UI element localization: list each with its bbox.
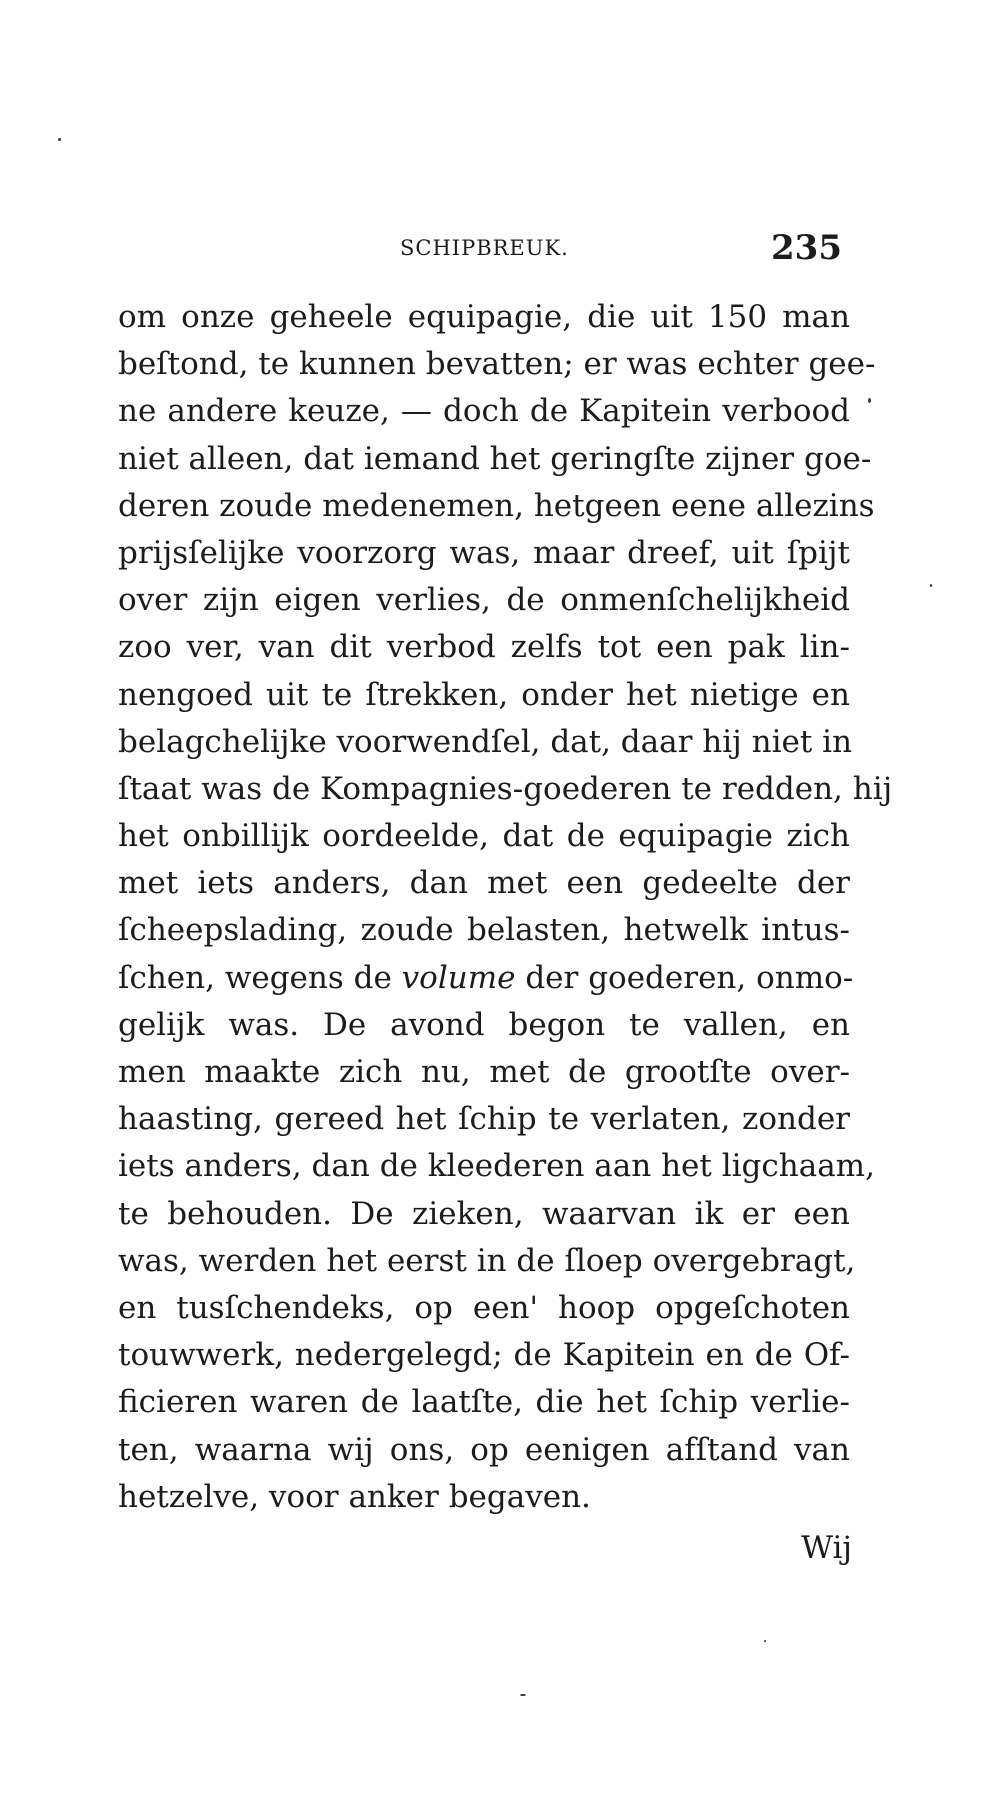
print-speck [58,138,61,141]
text-line: deren zoude medenemen, hetgeen eene allezins [118,487,875,524]
text-line: ne andere keuze, — doch de Kapitein verbood [118,393,850,430]
text-line: om onze geheele equipagie, die uit 150 man [118,299,850,335]
text-line: over zijn eigen verlies, de onmenſchelijkheid [118,582,850,619]
text-line: met iets anders, dan met een gedeelte der [118,865,850,902]
text-line: nengoed uit te ſtrekken, onder het nietige en [118,676,850,713]
running-title: SCHIPBREUK. [400,236,569,260]
text-line: ficieren waren de laatſte, die het ſchip verlie- [118,1384,850,1421]
body-text [118,294,893,1521]
print-speck [764,1640,766,1642]
text-line: gelijk was. De avond begon te vallen, en [118,1006,850,1043]
text-line: beſtond, te kunnen bevatten; er was echter gee- [118,346,876,383]
text-line: het onbillijk oordeelde, dat de equipagie zich [118,818,850,855]
text-line: was, werden het eerst in de ſloep overgebragt, [118,1242,856,1279]
text-line: prijsſelijke voorzorg was, maar dreef, uit ſpijt [118,534,850,571]
text-line: te behouden. De zieken, waarvan ik er een [118,1195,850,1232]
text-line: ten, waarna wij ons, op eenigen afſtand van [118,1431,850,1468]
print-speck [930,584,932,587]
text-line: ſchen, wegens de volume der goederen, onmo- [118,959,854,996]
text-line: en tusſchendeks, op een' hoop opgeſchoten [118,1289,850,1326]
text-line: touwwerk, nedergelegd; de Kapitein en de Of- [118,1337,850,1374]
page-number: 235 [771,228,842,268]
text-line: belagchelijke voorwendſel, dat, daar hij niet in [118,723,853,760]
text-line: zoo ver, van dit verbod zelfs tot een pak lin- [118,629,850,666]
text-line: iets anders, dan de kleederen aan het ligchaam, [118,1148,875,1185]
text-line: men maakte zich nu, met de grootſte over- [118,1054,850,1090]
running-head [118,228,850,272]
text-line: niet alleen, dat iemand het geringſte zijner goe- [118,440,872,477]
catchword: Wij [801,1530,852,1566]
text-line: ſtaat was de Kompagnies-goederen te redden, hij [118,770,893,807]
text-line: haasting, gereed het ſchip te verlaten, zonder [118,1101,850,1138]
text-line: ſcheepslading, zoude belasten, hetwelk intus- [118,912,850,949]
print-speck [520,1694,526,1696]
text-line: hetzelve, voor anker begaven. [118,1478,591,1515]
print-speck [868,398,871,403]
